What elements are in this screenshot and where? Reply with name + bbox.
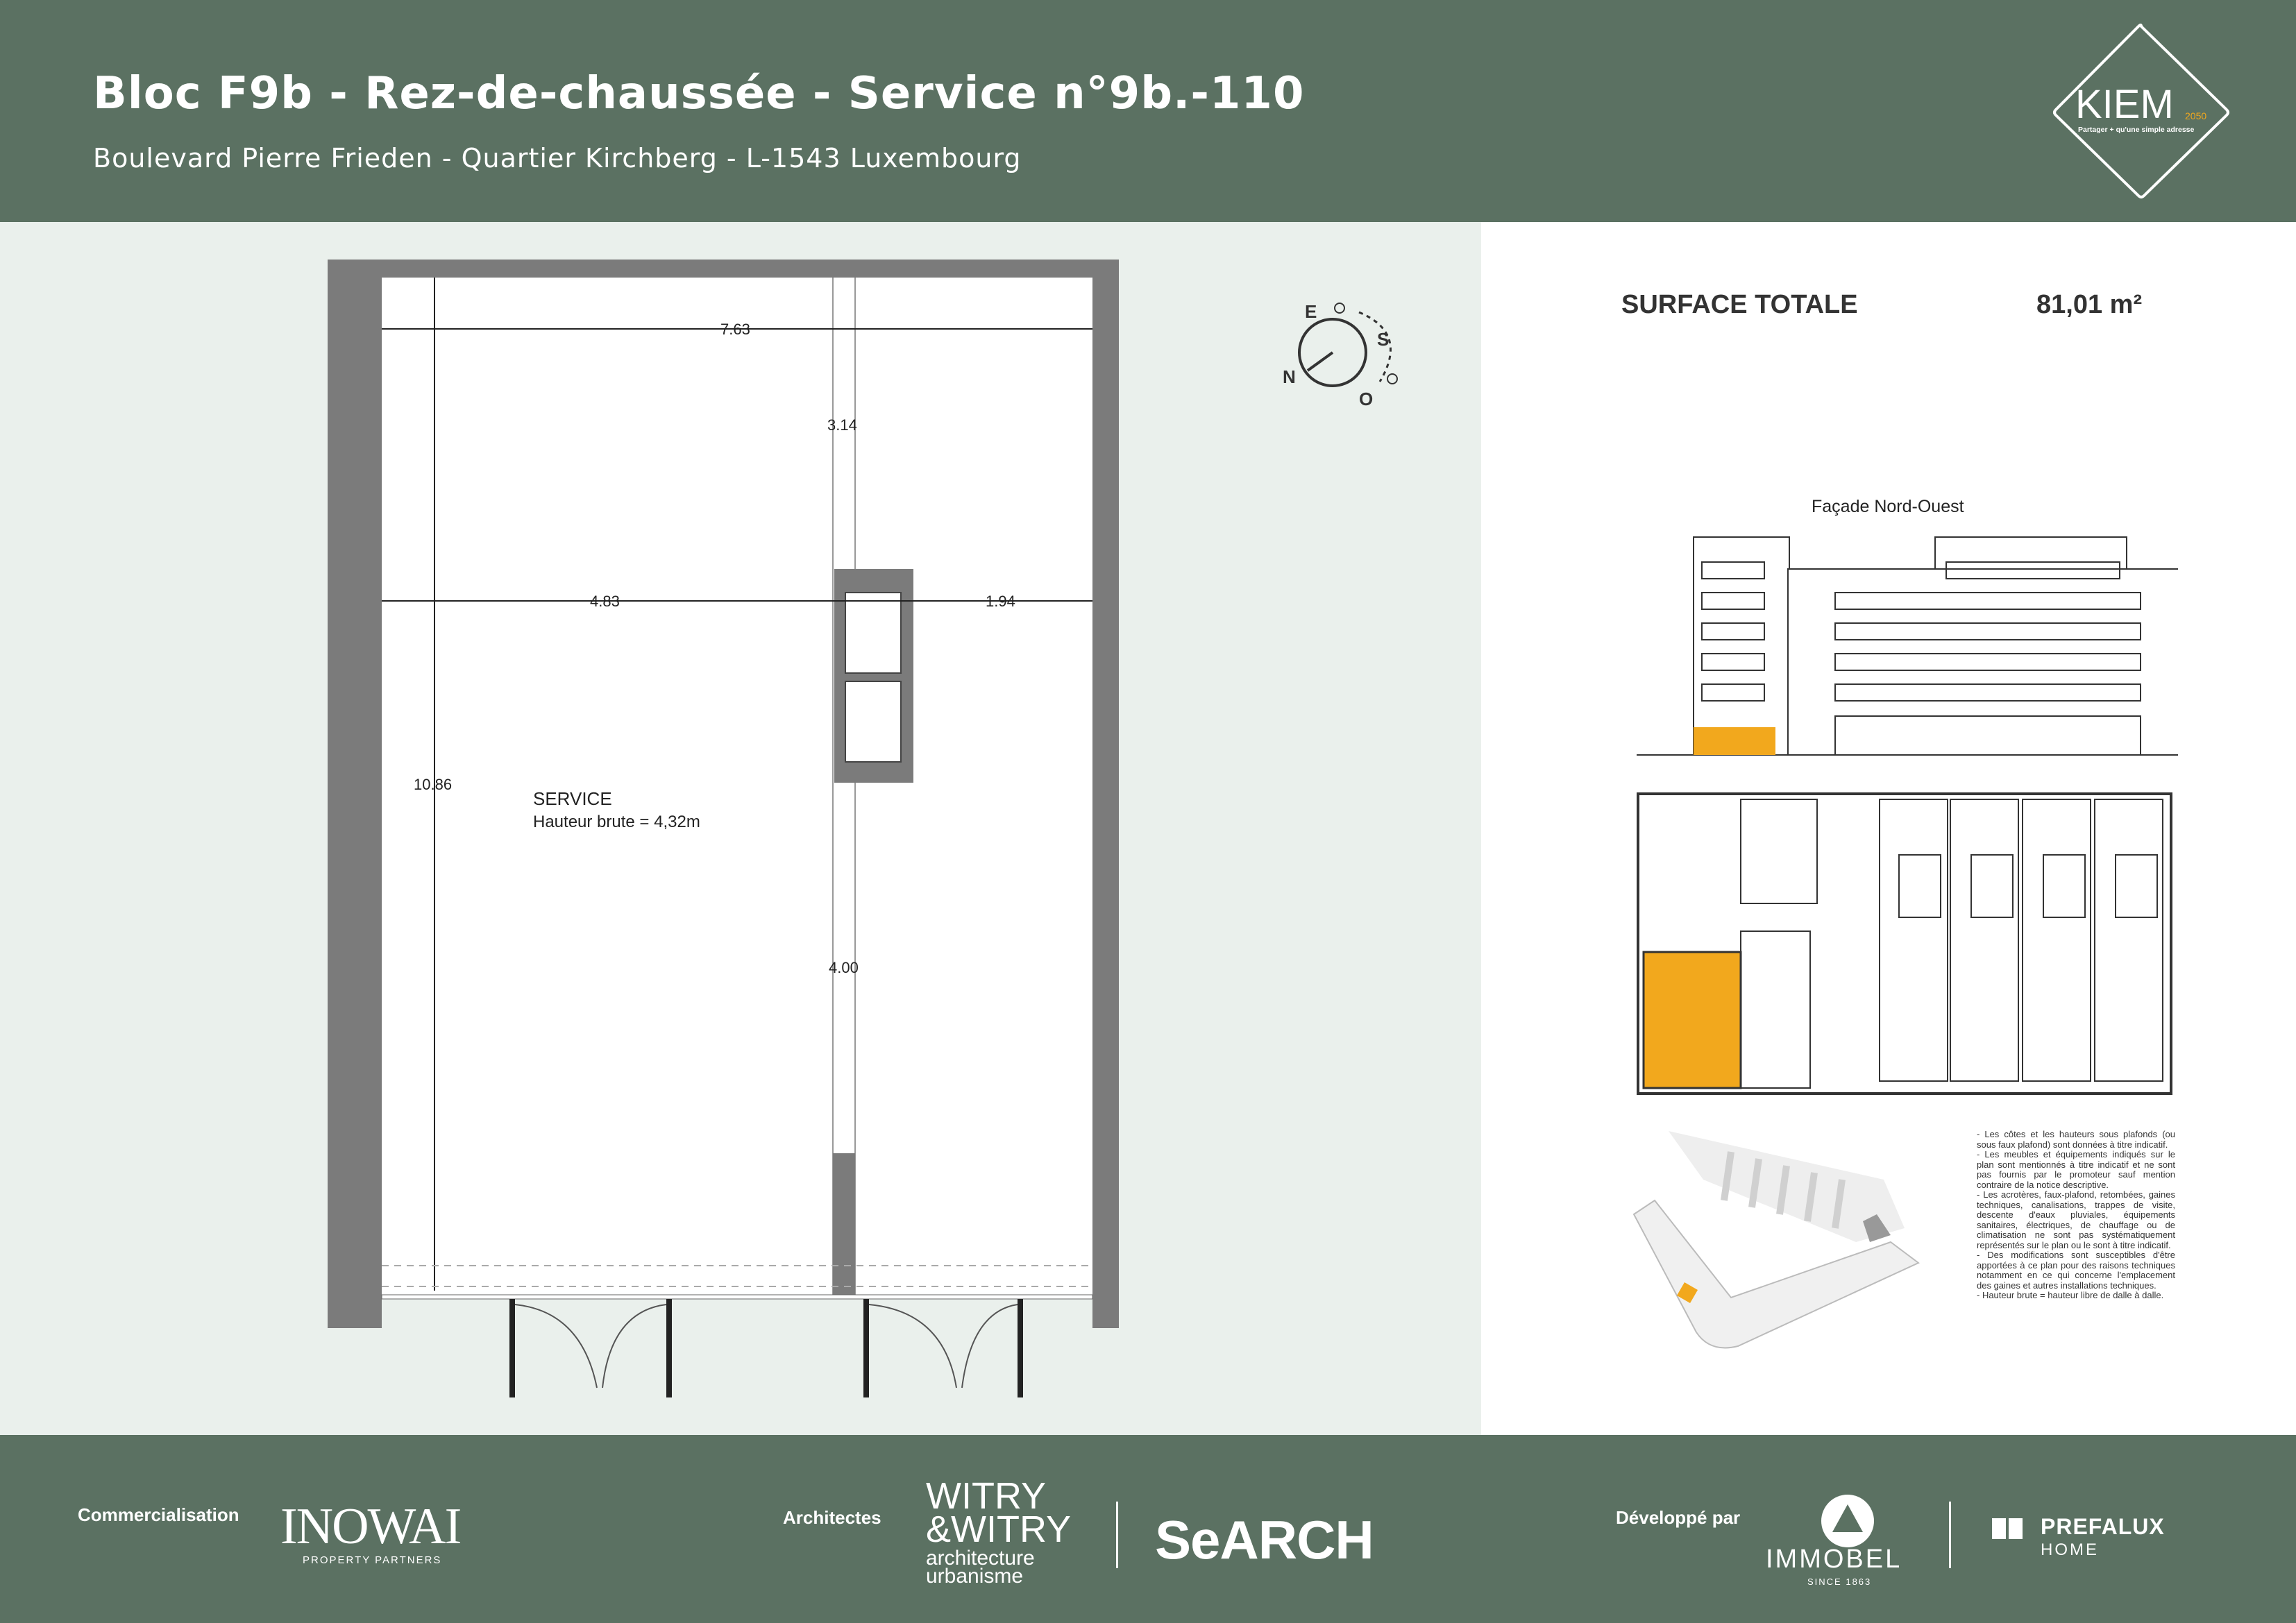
- prefalux-icon: [1992, 1518, 2006, 1539]
- page-subtitle: Boulevard Pierre Frieden - Quartier Kirchberg - L-1543 Luxembourg: [93, 143, 1022, 173]
- inowai-logo: INOWAI: [280, 1498, 461, 1555]
- wall-right: [1092, 260, 1119, 1328]
- floor-plan-panel: [0, 222, 1481, 1435]
- witry-logo-line2: &WITRY: [926, 1509, 1072, 1550]
- immobel-subtitle: SINCE 1863: [1807, 1577, 1872, 1587]
- highlighted-unit: [1694, 727, 1775, 755]
- disclaimer-notes: [1977, 1130, 2175, 1301]
- inowai-subtitle: PROPERTY PARTNERS: [303, 1554, 442, 1566]
- logo-name: KIEM: [2075, 82, 2174, 127]
- witry-logo-line1: WITRY: [926, 1475, 1046, 1517]
- immobel-icon: [1818, 1492, 1877, 1550]
- dim-right-width: 1.94: [986, 593, 1015, 610]
- prefalux-subtitle: HOME: [2041, 1540, 2099, 1559]
- note-item: - Les côtes et les hauteurs sous plafonds (ou sous faux plafond) sont données à titre indicatif.: [1977, 1129, 2175, 1150]
- compass-south: S: [1377, 329, 1390, 350]
- dim-depth: 10.86: [414, 776, 453, 793]
- dim-width: 7.63: [720, 321, 750, 338]
- note-item: - Les meubles et équipements indiqués sur le plan sont mentionnés à titre indicatif et ne sont pas fournis par le promoteur sauf mention contraire de la notice descriptive.: [1977, 1149, 2175, 1190]
- room-name: SERVICE: [533, 788, 612, 809]
- surface-label: SURFACE TOTALE: [1621, 290, 1858, 319]
- page-footer: [0, 1435, 2296, 1623]
- compass-east: E: [1305, 301, 1317, 322]
- floor-plan: [0, 222, 1481, 1435]
- room-height: Hauteur brute = 4,32m: [533, 813, 700, 831]
- room-interior: [382, 278, 1092, 1295]
- note-item: - Des modifications sont susceptibles d'être apportées à ce plan pour des raisons techniques notamment en ce qui concerne l'emplacement des gaines et autres installations techniques.: [1977, 1250, 2175, 1291]
- commercialisation-label: Commercialisation: [78, 1504, 239, 1525]
- compass-north: N: [1283, 366, 1296, 387]
- witry-logo-line4: urbanisme: [926, 1565, 1024, 1588]
- site-plan: [1627, 1124, 1925, 1353]
- search-logo: SeARCH: [1155, 1509, 1374, 1570]
- surface-value: 81,01 m²: [2036, 290, 2143, 319]
- logo-tagline: Partager + qu'une simple adresse: [2078, 126, 2195, 134]
- page-header: [0, 0, 2296, 222]
- facade-elevation: [1637, 525, 2178, 760]
- prefalux-logo: PREFALUX: [2041, 1514, 2165, 1539]
- kiem-logo: [2048, 21, 2235, 201]
- logo-year: 2050: [2185, 110, 2207, 121]
- dim-lower-depth: 4.00: [829, 959, 859, 976]
- dim-left-width: 4.83: [590, 593, 620, 610]
- key-floor-plan: [1637, 792, 2178, 1096]
- page-title: Bloc F9b - Rez-de-chaussée - Service n°9b.-110: [93, 68, 1305, 119]
- wall-left: [328, 260, 382, 1328]
- note-item: - Hauteur brute = hauteur libre de dalle à dalle.: [1977, 1290, 2164, 1300]
- dim-top-depth: 3.14: [827, 416, 857, 434]
- compass-west: O: [1359, 389, 1374, 409]
- architectes-label: Architectes: [783, 1507, 881, 1528]
- compass-icon: [1263, 278, 1416, 416]
- developpe-label: Développé par: [1616, 1507, 1741, 1528]
- facade-label: Façade Nord-Ouest: [1812, 497, 1964, 516]
- witry-logo-line3: architecture: [926, 1547, 1035, 1570]
- immobel-logo: IMMOBEL: [1766, 1545, 1902, 1574]
- highlighted-unit-plan: [1644, 952, 1741, 1088]
- wall-top: [328, 260, 1119, 278]
- note-item: - Les acrotères, faux-plafond, retombées, gaines techniques, canalisations, trappes de visite, descente d'eaux pluviales, équipements sanitaires, électriques, de chauffage ou de climatisation ne sont pas systématiquement représentés sur le plan ou le sont à titre indicatif.: [1977, 1189, 2175, 1250]
- partition-wall: [833, 1153, 855, 1295]
